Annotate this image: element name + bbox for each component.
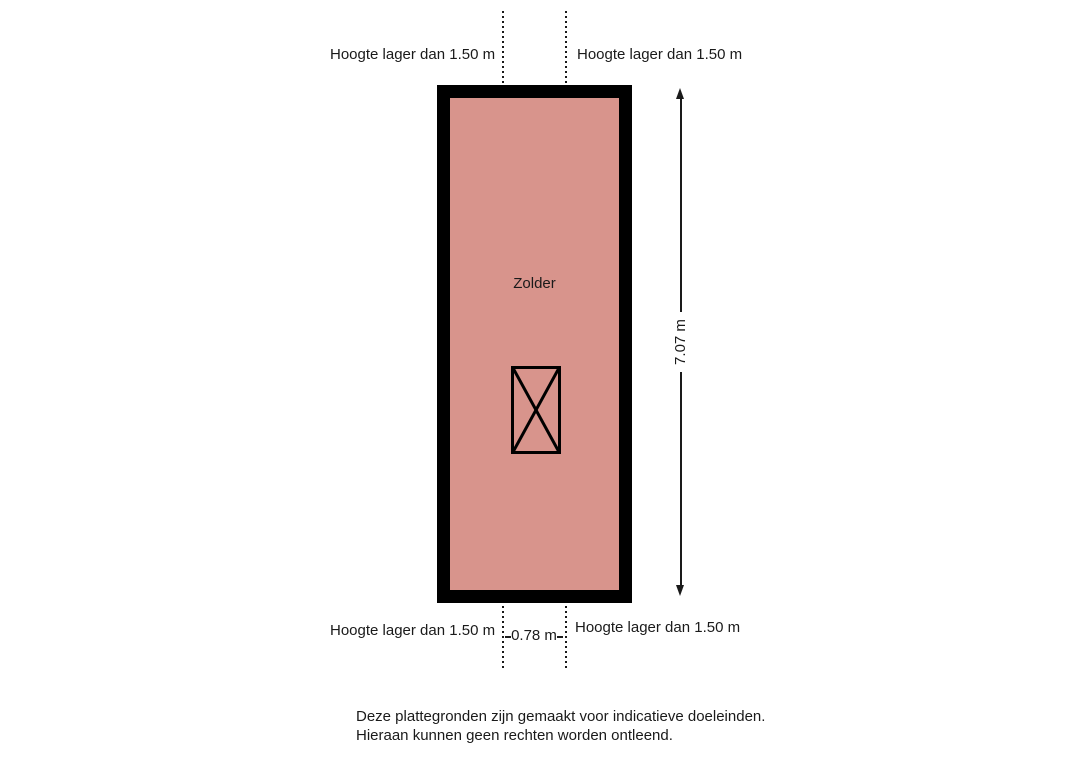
height-note-bottom-left: Hoogte lager dan 1.50 m [330,622,496,639]
disclaimer [356,707,765,745]
room-label: Zolder [513,275,556,292]
disclaimer-line-2: Hieraan kunnen geen rechten worden ontleend. [356,727,673,744]
dim-line-vertical-bottom-segment [680,372,682,587]
disclaimer-line-1: Deze plattegronden zijn gemaakt voor indicatieve doeleinden. [356,708,766,725]
dim-label-horizontal: 0.78 m [511,627,557,644]
dim-line-vertical-top-segment [680,97,682,312]
room-zolder [437,85,632,603]
dim-tick-right [557,636,563,638]
dim-label-vertical: 7.07 m [672,319,689,365]
dim-arrow-down-icon [676,585,684,596]
staircase-symbol-icon [511,366,561,454]
height-note-bottom-right: Hoogte lager dan 1.50 m [575,619,741,636]
height-note-top-right: Hoogte lager dan 1.50 m [577,46,743,63]
height-note-top-left: Hoogte lager dan 1.50 m [330,46,496,63]
